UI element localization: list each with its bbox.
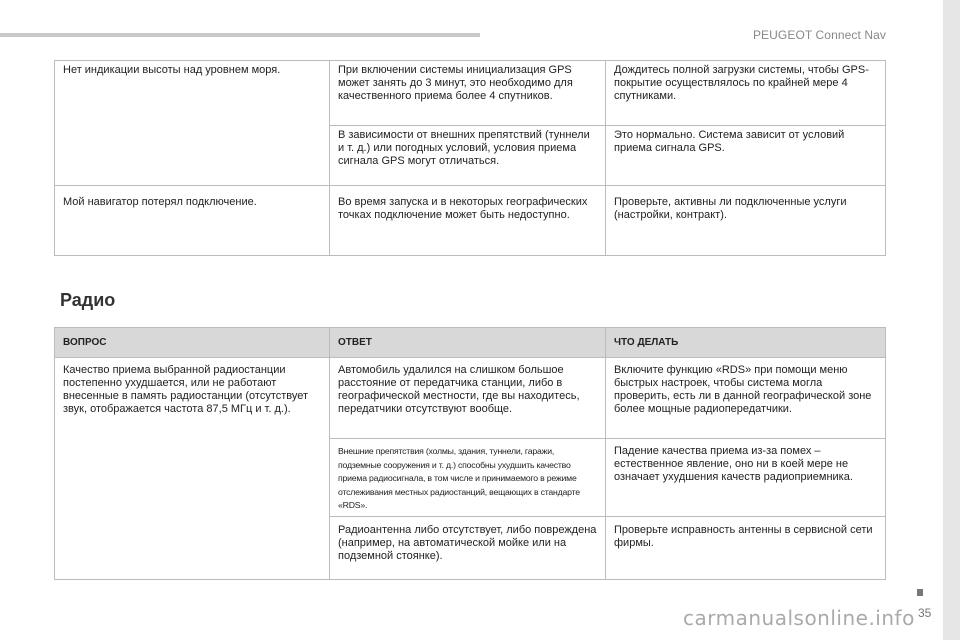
radio-troubleshooting-table bbox=[54, 327, 886, 580]
brand-title: PEUGEOT Connect Nav bbox=[752, 28, 886, 42]
header-question: ВОПРОС bbox=[55, 328, 330, 358]
header-answer: ОТВЕТ bbox=[330, 328, 606, 358]
solution-cell: Падение качества приема из-за помех – естественное явление, оно ни в коей мере не означает ухудшения качеств радиоприемника. bbox=[606, 439, 886, 517]
header-rule bbox=[0, 33, 480, 37]
answer-cell: Во время запуска и в некоторых географических точках подключение может быть недоступно. bbox=[330, 186, 606, 256]
answer-cell: Радиоантенна либо отсутствует, либо повреждена (например, на автоматической мойке или на подземной стоянке). bbox=[330, 516, 606, 579]
question-cell: Нет индикации высоты над уровнем моря. bbox=[55, 61, 330, 186]
solution-cell: Проверьте исправность антенны в сервисной сети фирмы. bbox=[606, 516, 886, 579]
question-cell: Качество приема выбранной радиостанции постепенно ухудшается, или не работают внесенные в память радиостанции (отсутствует звук, отображается частота 87,5 МГц и т. д.). bbox=[55, 358, 330, 580]
answer-cell: В зависимости от внешних препятствий (туннели и т. д.) или погодных условий, условия приема сигнала GPS могут отличаться. bbox=[330, 126, 606, 186]
table-row bbox=[55, 358, 886, 439]
section-title-radio: Радио bbox=[60, 290, 116, 310]
header-solution: ЧТО ДЕЛАТЬ bbox=[606, 328, 886, 358]
table-row bbox=[55, 186, 886, 256]
answer-cell: Внешние препятствия (холмы, здания, туннели, гаражи, подземные сооружения и т. д.) способны ухудшить качество приема радиосигнала, в том числе и принимаемого в режиме отслеживания местных радиостанций, вещающих в стандарте «RDS». bbox=[330, 439, 606, 517]
question-cell: Мой навигатор потерял подключение. bbox=[55, 186, 330, 256]
watermark: carmanualsonline.info bbox=[683, 606, 915, 630]
gps-troubleshooting-table bbox=[54, 60, 886, 256]
solution-cell: Проверьте, активны ли подключенные услуги (настройки, контракт). bbox=[606, 186, 886, 256]
answer-cell: Автомобиль удалился на слишком большое расстояние от передатчика станции, либо в географической местности, где вы находитесь, передатчики отсутствуют вообще. bbox=[330, 358, 606, 439]
page-marker bbox=[917, 589, 923, 596]
table-row bbox=[55, 61, 886, 126]
solution-cell: Дождитесь полной загрузки системы, чтобы GPS-покрытие осуществлялось по крайней мере 4 спутниками. bbox=[606, 61, 886, 126]
table-header-row bbox=[55, 328, 886, 358]
solution-cell: Включите функцию «RDS» при помощи меню быстрых настроек, чтобы система могла проверить, есть ли в данной географической зоне более мощные радиопередатчики. bbox=[606, 358, 886, 439]
page-number: 35 bbox=[918, 606, 932, 620]
answer-cell: При включении системы инициализация GPS может занять до 3 минут, это необходимо для качественного приема более 4 спутников. bbox=[330, 61, 606, 126]
page-edge-strip bbox=[943, 0, 960, 640]
solution-cell: Это нормально. Система зависит от условий приема сигнала GPS. bbox=[606, 126, 886, 186]
